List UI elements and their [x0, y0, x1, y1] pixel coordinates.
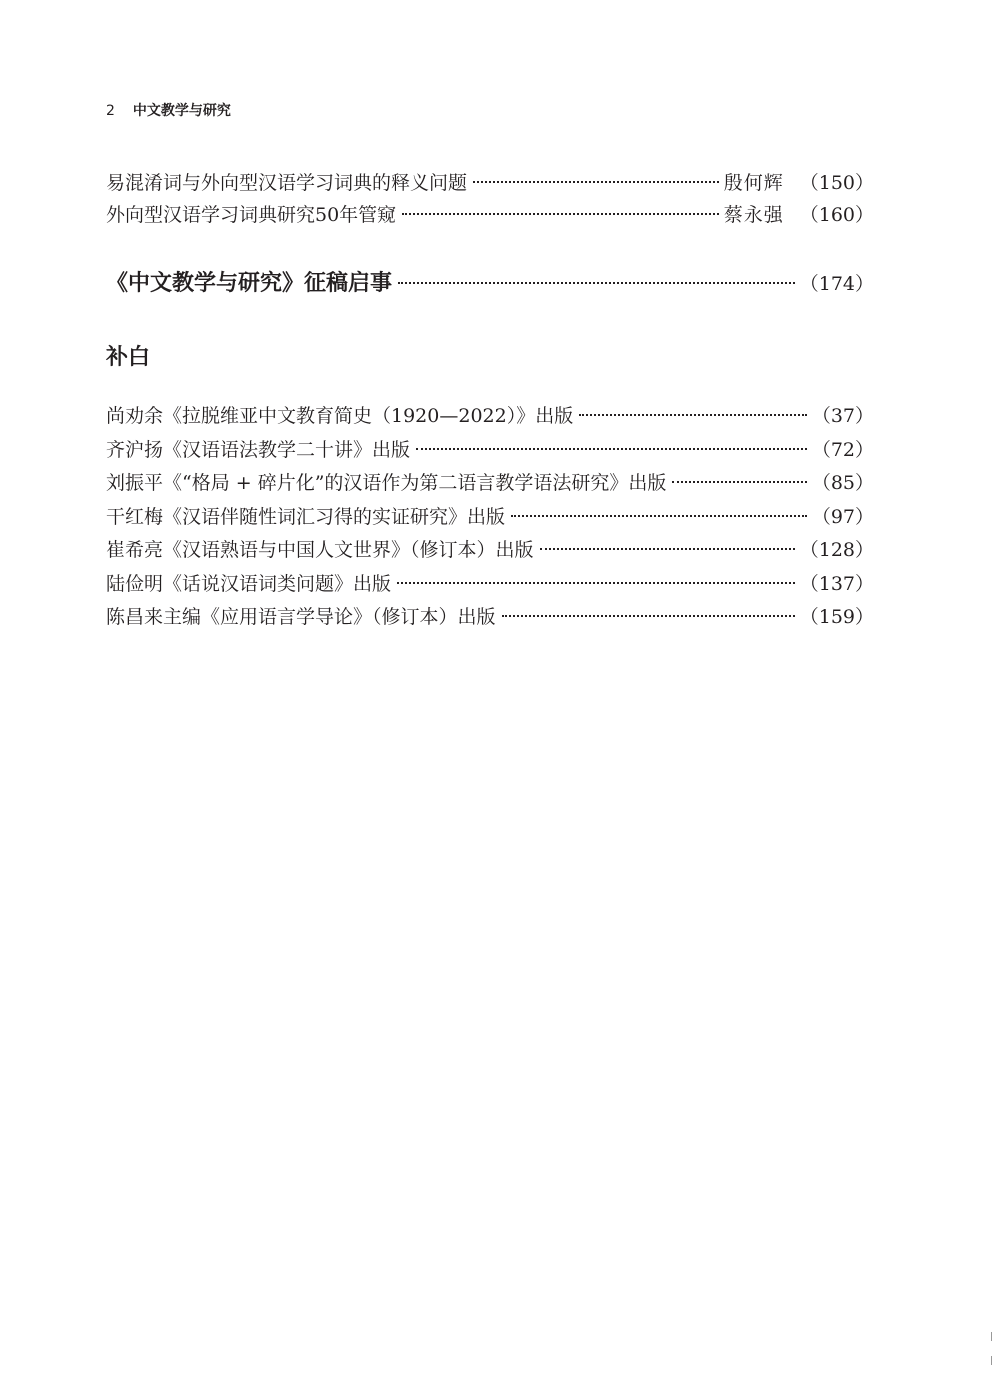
dot-leader [416, 448, 807, 450]
section-heading-filler: 补白 [106, 345, 151, 370]
dot-leader [672, 481, 806, 483]
toc-entry-filler[interactable] [106, 604, 874, 630]
entry-page: （72） [811, 439, 874, 461]
dot-leader [397, 582, 795, 584]
entry-title: 陆俭明《话说汉语词类问题》出版 [106, 573, 392, 595]
entry-page: （128） [799, 539, 874, 561]
toc-entry-filler[interactable] [106, 537, 874, 563]
dot-leader [398, 282, 795, 284]
toc-entry-call-for-papers[interactable] [106, 269, 874, 299]
toc-entry-article[interactable] [106, 170, 874, 196]
dot-leader [540, 548, 795, 550]
toc-entry-filler[interactable] [106, 571, 874, 597]
toc-entry-filler[interactable] [106, 504, 874, 530]
entry-page: （174） [799, 273, 874, 295]
toc-entry-filler[interactable] [106, 470, 874, 496]
entry-title: 易混淆词与外向型汉语学习词典的释义问题 [106, 172, 468, 194]
crop-mark [991, 1356, 992, 1365]
entry-page: （97） [811, 506, 874, 528]
dot-leader [473, 181, 719, 183]
toc-entry-filler[interactable] [106, 403, 874, 429]
entry-page: （160） [799, 204, 874, 226]
entry-page: （159） [799, 606, 874, 628]
entry-author: 蔡永强 [723, 204, 784, 226]
entry-title: 外向型汉语学习词典研究50年管窥 [106, 204, 397, 226]
entry-page: （85） [811, 472, 874, 494]
toc-entry-filler[interactable] [106, 437, 874, 463]
entry-page: （137） [799, 573, 874, 595]
dot-leader [402, 213, 719, 215]
toc-entry-article[interactable] [106, 202, 874, 228]
entry-title: 陈昌来主编《应用语言学导论》（修订本）出版 [106, 606, 496, 628]
running-head [106, 100, 231, 120]
entry-page: （150） [799, 172, 874, 194]
crop-mark [991, 1332, 992, 1341]
journal-title: 中文教学与研究 [132, 103, 231, 119]
entry-title: 尚劝余《拉脱维亚中文教育简史（1920—2022）》出版 [106, 405, 574, 427]
page-number: 2 [106, 103, 115, 119]
entry-title: 崔希亮《汉语熟语与中国人文世界》（修订本）出版 [106, 539, 534, 561]
entry-title: 刘振平《“格局 + 碎片化”的汉语作为第二语言教学语法研究》出版 [106, 472, 667, 494]
dot-leader [579, 414, 807, 416]
dot-leader [502, 615, 795, 617]
entry-author: 殷何辉 [723, 172, 784, 194]
entry-title: 齐沪扬《汉语语法教学二十讲》出版 [106, 439, 411, 461]
entry-title: 《中文教学与研究》征稿启事 [106, 271, 393, 296]
entry-page: （37） [811, 405, 874, 427]
dot-leader [511, 515, 807, 517]
entry-title: 干红梅《汉语伴随性词汇习得的实证研究》出版 [106, 506, 506, 528]
